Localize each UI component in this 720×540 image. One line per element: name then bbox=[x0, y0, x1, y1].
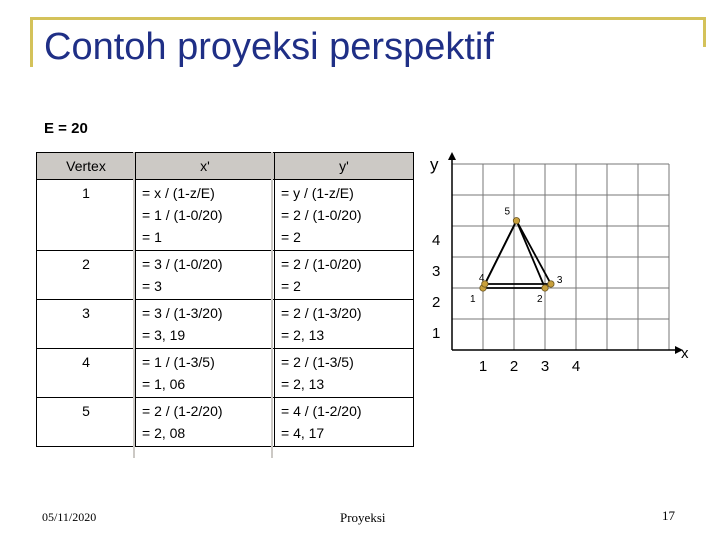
vertex-cell: 4 bbox=[37, 349, 136, 398]
vertex-point bbox=[542, 285, 548, 291]
vertex-cell: 5 bbox=[37, 398, 136, 447]
vertex-point-label: 2 bbox=[537, 294, 543, 305]
eye-distance-label: E = 20 bbox=[44, 120, 88, 137]
formula-line: = 2 / (1-2/20) bbox=[142, 403, 223, 419]
formula-line: = 2 / (1-0/20) bbox=[281, 256, 362, 272]
y-tick-label: 3 bbox=[432, 263, 441, 280]
projected-points bbox=[470, 207, 563, 305]
vertex-point-label: 3 bbox=[556, 274, 563, 286]
x-tick-label: 3 bbox=[540, 358, 550, 375]
vertex-cell: 1 bbox=[37, 180, 136, 251]
formula-line: = 4 / (1-2/20) bbox=[281, 403, 362, 419]
header-vertex: Vertex bbox=[37, 153, 136, 180]
formula-line: = x / (1-z/E) bbox=[142, 185, 215, 201]
vertex-point-label: 1 bbox=[470, 294, 476, 305]
vertex-point bbox=[513, 218, 519, 224]
formula-line: = 3 / (1-3/20) bbox=[142, 305, 223, 321]
projected-edges bbox=[483, 221, 551, 288]
formula-line: = 2, 13 bbox=[281, 327, 325, 343]
x-tick-label: 4 bbox=[571, 358, 581, 375]
formula-line: = 1, 06 bbox=[142, 376, 186, 392]
formula-line: = 2 / (1-0/20) bbox=[281, 207, 362, 223]
x-tick-label: 1 bbox=[478, 358, 488, 375]
formula-line: = 4, 17 bbox=[281, 425, 325, 441]
x-axis-label: x bbox=[681, 345, 689, 362]
formula-line: = 2 / (1-3/5) bbox=[281, 354, 354, 370]
edge-line bbox=[516, 221, 550, 284]
formula-line: = 2 bbox=[281, 278, 301, 294]
formula-line: = 2 / (1-3/20) bbox=[281, 305, 362, 321]
y-axis-label: y bbox=[430, 155, 439, 174]
graph-tick-labels bbox=[430, 155, 689, 375]
x-tick-label: 2 bbox=[509, 358, 519, 375]
header-x: x' bbox=[136, 153, 275, 180]
vertex-cell: 3 bbox=[37, 300, 136, 349]
edge-line bbox=[516, 221, 545, 288]
formula-line: = 3 bbox=[142, 278, 162, 294]
formula-line: = 1 bbox=[142, 229, 162, 245]
formula-line: = 2 bbox=[281, 229, 301, 245]
graph-grid bbox=[452, 164, 669, 350]
formula-line: = y / (1-z/E) bbox=[281, 185, 354, 201]
formula-line: = 3, 19 bbox=[142, 327, 186, 343]
vertex-point bbox=[548, 281, 554, 287]
header-y: y' bbox=[275, 153, 414, 180]
vertex-point-label: 5 bbox=[504, 206, 511, 218]
y-tick-label: 2 bbox=[432, 294, 441, 311]
vertex-cell: 2 bbox=[37, 251, 136, 300]
formula-line: = 1 / (1-0/20) bbox=[142, 207, 223, 223]
footer-date: 05/11/2020 bbox=[42, 510, 97, 524]
y-tick-label: 1 bbox=[432, 325, 441, 342]
formula-line: = 3 / (1-0/20) bbox=[142, 256, 223, 272]
page-number: 17 bbox=[662, 508, 675, 523]
y-axis-arrow bbox=[448, 152, 456, 160]
vertex-point-label: 4 bbox=[478, 272, 485, 284]
footer-title: Proyeksi bbox=[340, 510, 386, 525]
edge-line bbox=[485, 221, 517, 284]
y-tick-label: 4 bbox=[432, 232, 441, 249]
formula-line: = 1 / (1-3/5) bbox=[142, 354, 215, 370]
formula-line: = 2, 13 bbox=[281, 376, 325, 392]
formula-line: = 2, 08 bbox=[142, 425, 186, 441]
slide-title: Contoh proyeksi perspektif bbox=[44, 26, 494, 68]
